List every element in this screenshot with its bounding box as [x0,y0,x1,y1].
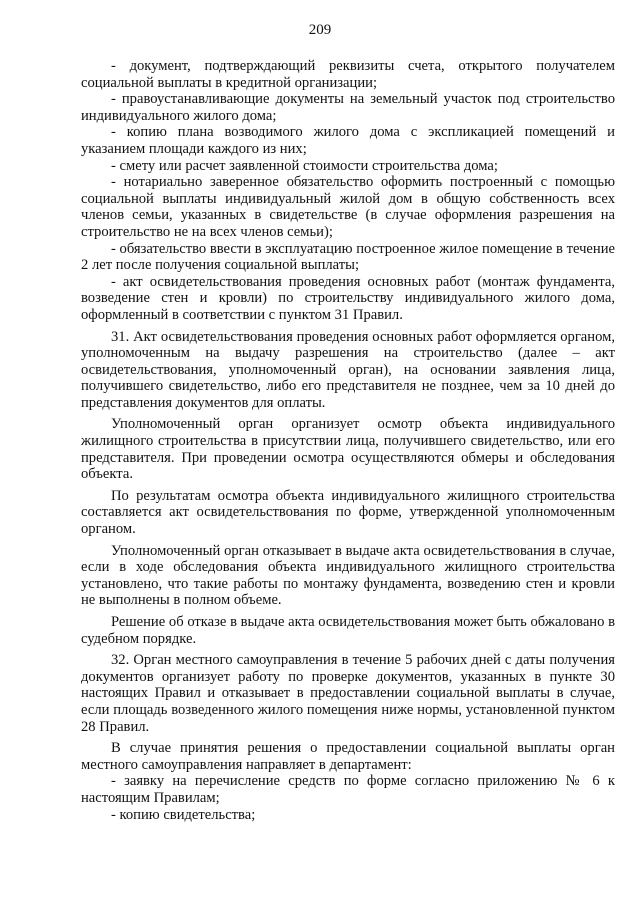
list-item-inspection-act: - акт освидетельствования проведения основных работ (монтаж фундамента, возведение стен и кровли) по строительству индивидуального жилого дома, оформленный в соответствии с пунктом 31 Правил. [81,273,615,323]
list-item-commissioning-obligation: - обязательство ввести в эксплуатацию построенное жилое помещение в течение 2 лет после получения социальной выплаты; [81,240,615,274]
page-number: 209 [308,22,332,38]
document-body [81,58,615,823]
paragraph-inspection-organization: Уполномоченный орган организует осмотр объекта индивидуального жилищного строительства в присутствии лица, получившего свидетельство, или его представителя. При проведении осмотра осуществляются обмеры и обследования объекта. [81,416,615,483]
list-item-cost-estimate: - смету или расчет заявленной стоимости строительства дома; [111,157,498,174]
paragraph-refusal-appeal: Решение об отказе в выдаче акта освидетельствования может быть обжаловано в судебном порядке. [81,614,615,647]
paragraph-refusal-conditions: Уполномоченный орган отказывает в выдаче акта освидетельствования в случае, если в ходе обследования объекта индивидуального жилищного строительства установлено, что такие работы по монтажу фундамента, возведению стен и кровли не выполнены в полном объеме. [81,542,615,609]
list-item-notarial-obligation: - нотариально заверенное обязательство оформить построенный с помощью социальной выплаты индивидуальный жилой дом в общую собственность всех членов семьи, указанных в свидетельстве (в случае оформления разрешения на строительство не на всех членов семьи); [81,174,615,240]
paragraph-32: 32. Орган местного самоуправления в течение 5 рабочих дней с даты получения документов организует работу по проверке документов, указанных в пункте 30 настоящих Правил и отказывает в предоставлении социальной выплаты в случае, если площадь возведенного жилого помещения ниже нормы, установленной пунктом 28 Правил. [81,652,615,735]
paragraph-decision-submission: В случае принятия решения о предоставлении социальной выплаты орган местного самоуправления направляет в департамент: [81,740,615,773]
list-item-land-documents: - правоустанавливающие документы на земельный участок под строительство индивидуального жилого дома; [81,91,615,124]
list-item-account-document: - документ, подтверждающий реквизиты счета, открытого получателем социальной выплаты в кредитной организации; [81,58,615,91]
list-item-certificate-copy: - копию свидетельства; [111,806,256,823]
paragraph-31: 31. Акт освидетельствования проведения основных работ оформляется органом, уполномоченным на выдачу разрешения на строительство (далее – акт освидетельствования, уполномоченный орган), на основании заявления лица, получившего свидетельство, либо его представителя не позднее, чем за 10 дней до представления документов для оплаты. [81,328,615,411]
list-item-house-plan: - копию плана возводимого жилого дома с экспликацией помещений и указанием площади каждого из них; [81,124,615,157]
list-item-transfer-request: - заявку на перечисление средств по форме согласно приложению № 6 к настоящим Правилам; [81,773,615,806]
paragraph-inspection-results: По результатам осмотра объекта индивидуального жилищного строительства составляется акт освидетельствования по форме, утвержденной уполномоченным органом. [81,487,615,538]
